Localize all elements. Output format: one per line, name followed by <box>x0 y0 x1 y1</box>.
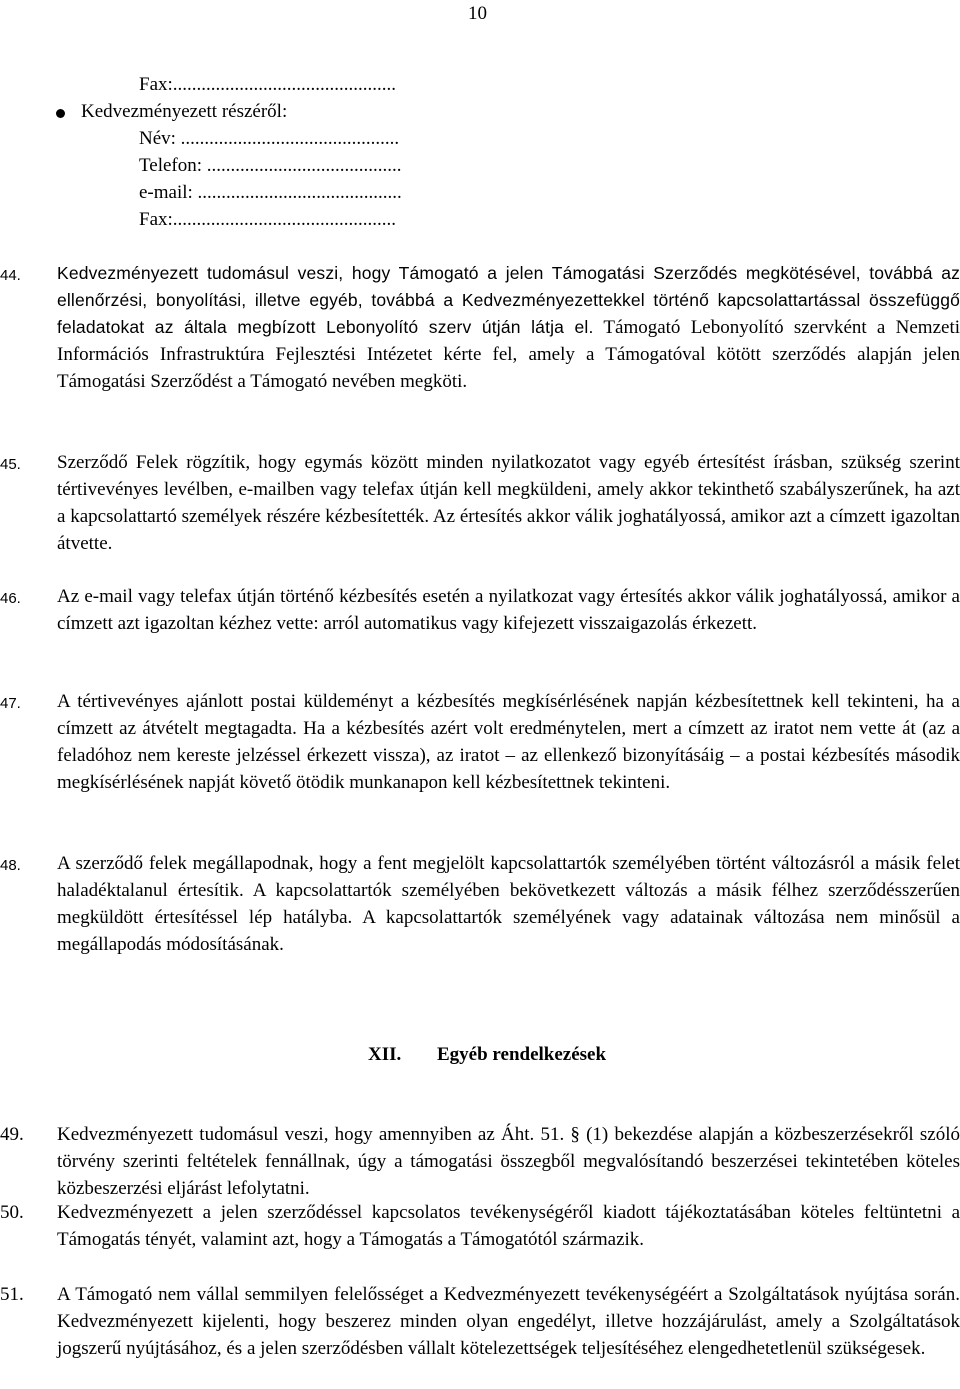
fax-line: Fax:............................................... <box>139 74 397 95</box>
paragraph-text: A tértivevényes ajánlott postai küldeményt a kézbesítés megkísérlésének napján kézbesítettnek kell tekinteni, ha a címzett az átvételt megtagadta. Ha a kézbesítés azért volt eredménytelen, mert a címzett az iratot nem vette át (az a feladóhoz nem kereste jelzéssel érkezett vissza), az iratot – az ellenkező bizonyításáig – a postai kézbesítés második megkísérlésének napját követő ötödik munkanapon kell kézbesítettnek tekinteni. <box>57 691 960 793</box>
paragraph-number: 45. <box>0 456 21 473</box>
paragraph-text <box>57 260 960 395</box>
paragraph-number: 47. <box>0 695 21 712</box>
section-title: Egyéb rendelkezések <box>437 1044 607 1065</box>
paragraph-number: 46. <box>0 590 21 607</box>
section-number: XII. <box>368 1044 402 1065</box>
bullet-icon <box>56 109 65 118</box>
paragraph-text: A Támogató nem vállal semmilyen felelősséget a Kedvezményezett tevékenységéért a Szolgáltatások nyújtása során. Kedvezményezett kijelenti, hogy beszerez minden olyan engedélyt, illetve hozzájárulást, amely a Szolgáltatások jogszerű nyújtásához, és a jelen szerződésben vállalt kötelezettségek teljesítéséhez elengedhetetlenül szükségesek. <box>57 1284 960 1359</box>
paragraph-text: A szerződő felek megállapodnak, hogy a fent megjelölt kapcsolattartók személyében történt változásról a másik felet haladéktalanul értesítik. A kapcsolattartók személyében bekövetkezett változás a másik félhez szerződésszerűen megküldött értesítéssel lép hatályba. A kapcsolattartók személyének vagy adatainak változása nem minősül a megállapodás módosításának. <box>57 853 960 955</box>
paragraph-number: 51. <box>0 1284 24 1305</box>
phone-line: Telefon: ......................................... <box>139 155 402 176</box>
paragraph-number: 44. <box>0 267 21 284</box>
paragraph-number: 50. <box>0 1202 24 1223</box>
paragraph-number: 49. <box>0 1124 24 1145</box>
paragraph-text-sans: Kedvezményezett tudomásul veszi, hogy Támogató a jelen Támogatási Szerződés megkötésével, továbbá az ellenőrzési, bonyolítási, illetve egyéb, továbbá a Kedvezményezettekkel történő kapcsolattartással összefüggő feladatokat az általa megbízott Lebonyolító szerv útján látja el. <box>57 263 960 337</box>
paragraph-text-serif: Támogató Lebonyolító szervként a Nemzeti Információs Infrastruktúra Fejlesztési Intézetet kérte fel, amely a Támogatóval kötött szerződés alapján jelen Támogatási Szerződést a Támogató nevében megköti. <box>57 317 960 392</box>
paragraph-text: Az e-mail vagy telefax útján történő kézbesítés esetén a nyilatkozat vagy értesítés akkor válik joghatályossá, amikor a címzett azt igazoltan kézhez vette: arról automatikus vagy kifejezett visszaigazolás érkezett. <box>57 586 960 634</box>
paragraph-number: 48. <box>0 857 21 874</box>
paragraph-text: Szerződő Felek rögzítik, hogy egymás között minden nyilatkozatot vagy egyéb értesítést írásban, szükség szerint tértivevényes levélben, e-mailben vagy telefax útján kell megküldeni, amely akkor tekinthető szabályszerűnek, ha azt a kapcsolattartó személyek részére kézbesítették. Az értesítés akkor válik joghatályossá, amikor azt a címzett igazoltan átvette. <box>57 452 960 554</box>
name-line: Név: .............................................. <box>139 128 400 149</box>
fax-line-beneficiary: Fax:............................................... <box>139 209 397 230</box>
paragraph-text: Kedvezményezett tudomásul veszi, hogy amennyiben az Áht. 51. § (1) bekezdése alapján a közbeszerzésekről szóló törvény szerinti feltételek fennállnak, úgy a támogatási összegből megvalósítandó beszerzései tekintetében köteles közbeszerzési eljárást lefolytatni. <box>57 1124 960 1199</box>
page-number: 10 <box>468 3 487 24</box>
email-line: e-mail: ........................................... <box>139 182 402 203</box>
paragraph-text: Kedvezményezett a jelen szerződéssel kapcsolatos tevékenységéről kiadott tájékoztatásában köteles feltüntetni a Támogatás tényét, valamint azt, hogy a Támogatás a Támogatótól származik. <box>57 1202 960 1250</box>
beneficiary-header: Kedvezményezett részéről: <box>81 101 288 122</box>
